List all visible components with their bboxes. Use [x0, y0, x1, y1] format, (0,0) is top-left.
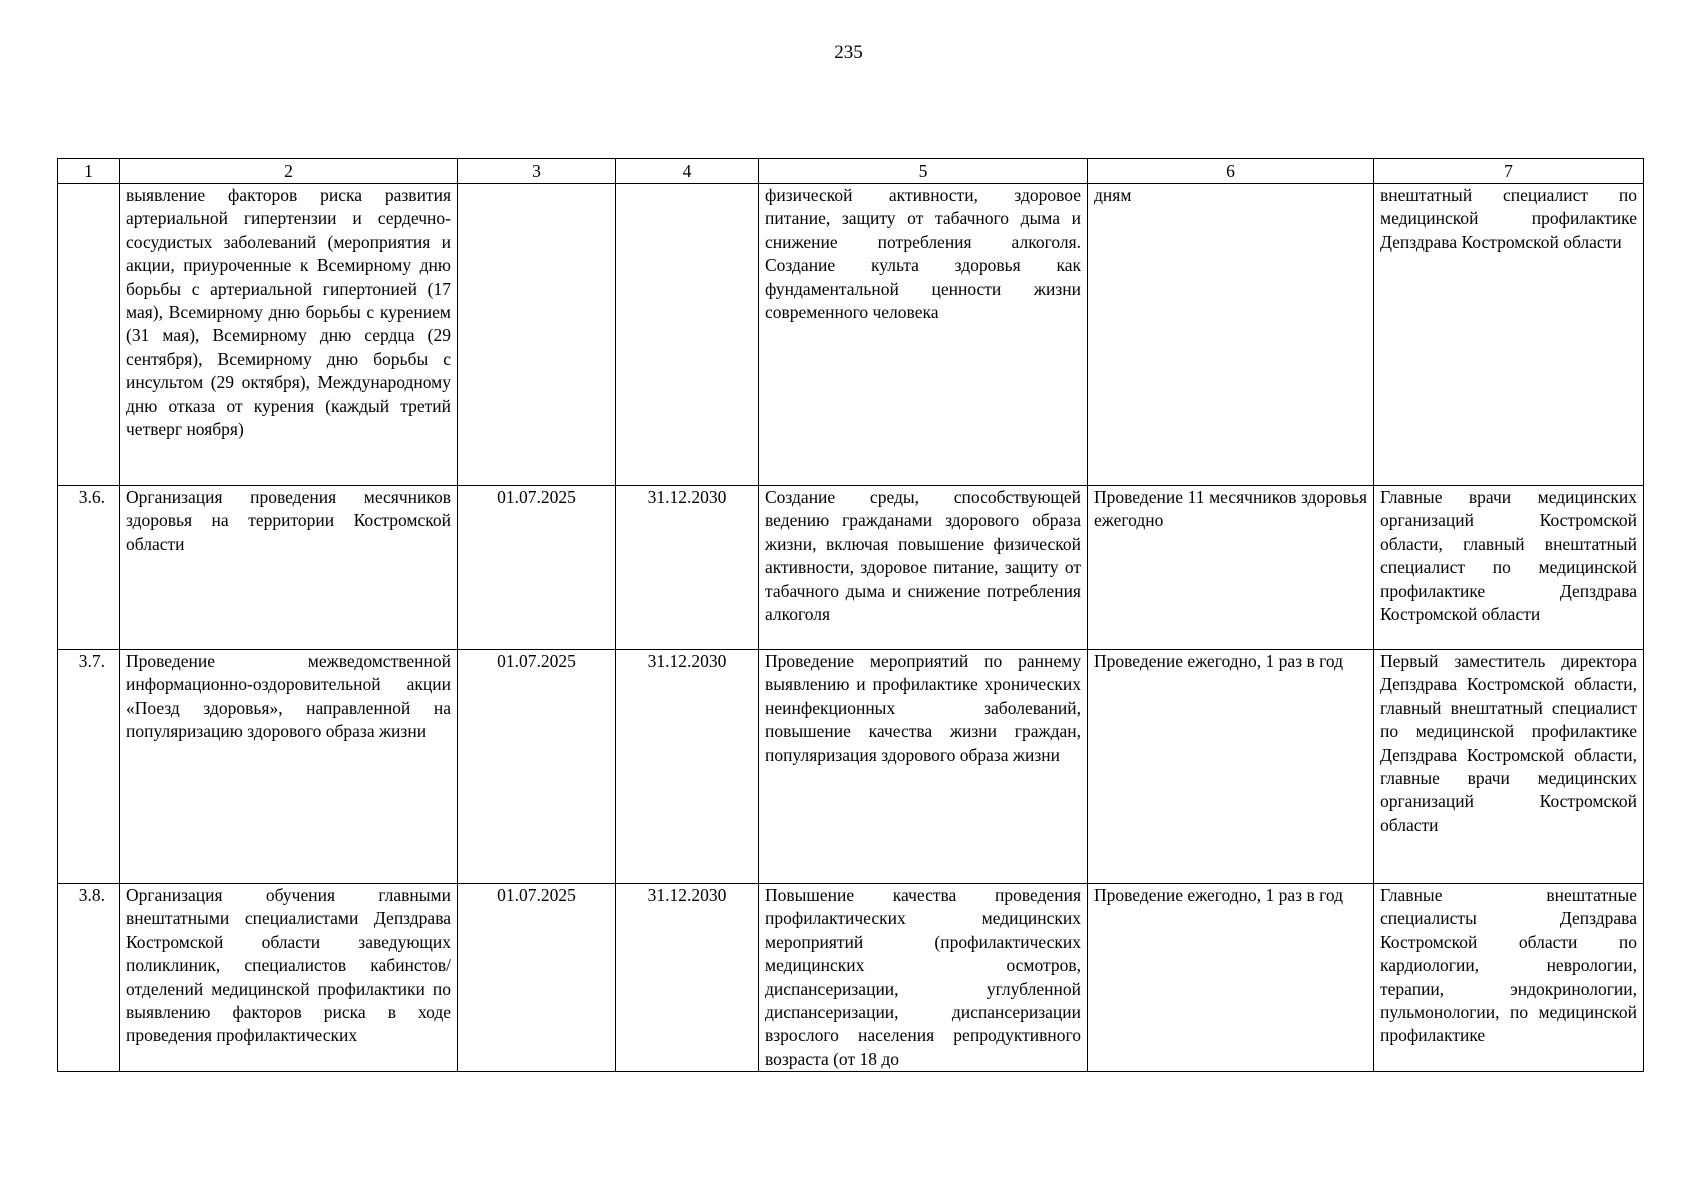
column-header-6: 6 — [1088, 159, 1374, 184]
column-header-7: 7 — [1374, 159, 1644, 184]
end-date — [616, 184, 759, 486]
column-header-3: 3 — [458, 159, 616, 184]
measure-name: Организация проведения месячников здоровья на территории Костромской области — [120, 486, 458, 650]
expected-result: Проведение мероприятий по раннему выявлению и профилактике хронических неинфекционных заболеваний, повышение качества жизни граждан, популяризация здорового образа жизни — [759, 650, 1088, 884]
end-date: 31.12.2030 — [616, 884, 759, 1072]
measure-name: Проведение межведомственной информационно-оздоровительной акции «Поезд здоровья», направленной на популяризацию здорового образа жизни — [120, 650, 458, 884]
measure-name: Организация обучения главными внештатными специалистами Депздрава Костромской области заведующих поликлиник, специалистов кабинстов/отделений медицинской профилактики по выявлению факторов риска в ходе проведения профилактических — [120, 884, 458, 1072]
row-number — [58, 184, 120, 486]
row-number: 3.6. — [58, 486, 120, 650]
indicator: Проведение ежегодно, 1 раз в год — [1088, 650, 1374, 884]
column-header-1: 1 — [58, 159, 120, 184]
start-date: 01.07.2025 — [458, 486, 616, 650]
expected-result: Повышение качества проведения профилактических медицинских мероприятий (профилактических медицинских осмотров, диспансеризации, углубленной диспансеризации, диспансеризации взрослого населения репродуктивного возраста (от 18 до — [759, 884, 1088, 1072]
page-number: 235 — [834, 42, 863, 63]
measure-name: выявление факторов риска развития артериальной гипертензии и сердечно-сосудистых заболеваний (мероприятия и акции, приуроченные к Всемирному дню борьбы с артериальной гипертонией (17 мая), Всемирному дню борьбы с курением (31 мая), Всемирному дню сердца (29 сентября), Всемирному дню борьбы с инсультом (29 октября), Международному дню отказа от курения (каждый третий четверг ноября) — [120, 184, 458, 486]
expected-result: физической активности, здоровое питание, защиту от табачного дыма и снижение потребления алкоголя. Создание культа здоровья как фундаментальной ценности жизни современного человека — [759, 184, 1088, 486]
responsible: Первый заместитель директора Депздрава Костромской области, главный внештатный специалист по медицинской профилактике Депздрава Костромской области, главные врачи медицинских организаций Костромской области — [1374, 650, 1644, 884]
table-row — [58, 884, 1644, 1072]
column-header-5: 5 — [759, 159, 1088, 184]
expected-result: Создание среды, способствующей ведению гражданами здорового образа жизни, включая повышение физической активности, здоровое питание, защиту от табачного дыма и снижение потребления алкоголя — [759, 486, 1088, 650]
start-date: 01.07.2025 — [458, 650, 616, 884]
start-date: 01.07.2025 — [458, 884, 616, 1072]
start-date — [458, 184, 616, 486]
header-row — [58, 159, 1644, 184]
responsible: Главные врачи медицинских организаций Костромской области, главный внештатный специалист по медицинской профилактике Депздрава Костромской области — [1374, 486, 1644, 650]
row-number: 3.7. — [58, 650, 120, 884]
table-row — [58, 184, 1644, 486]
table-row — [58, 486, 1644, 650]
end-date: 31.12.2030 — [616, 650, 759, 884]
responsible: внештатный специалист по медицинской профилактике Депздрава Костромской области — [1374, 184, 1644, 486]
indicator: Проведение 11 месячников здоровья ежегодно — [1088, 486, 1374, 650]
indicator: Проведение ежегодно, 1 раз в год — [1088, 884, 1374, 1072]
table-row — [58, 650, 1644, 884]
responsible: Главные внештатные специалисты Депздрава Костромской области по кардиологии, неврологии, терапии, эндокринологии, пульмонологии, по медицинской профилактике — [1374, 884, 1644, 1072]
row-number: 3.8. — [58, 884, 120, 1072]
end-date: 31.12.2030 — [616, 486, 759, 650]
column-header-4: 4 — [616, 159, 759, 184]
indicator: дням — [1088, 184, 1374, 486]
measures-table — [57, 158, 1644, 1072]
column-header-2: 2 — [120, 159, 458, 184]
